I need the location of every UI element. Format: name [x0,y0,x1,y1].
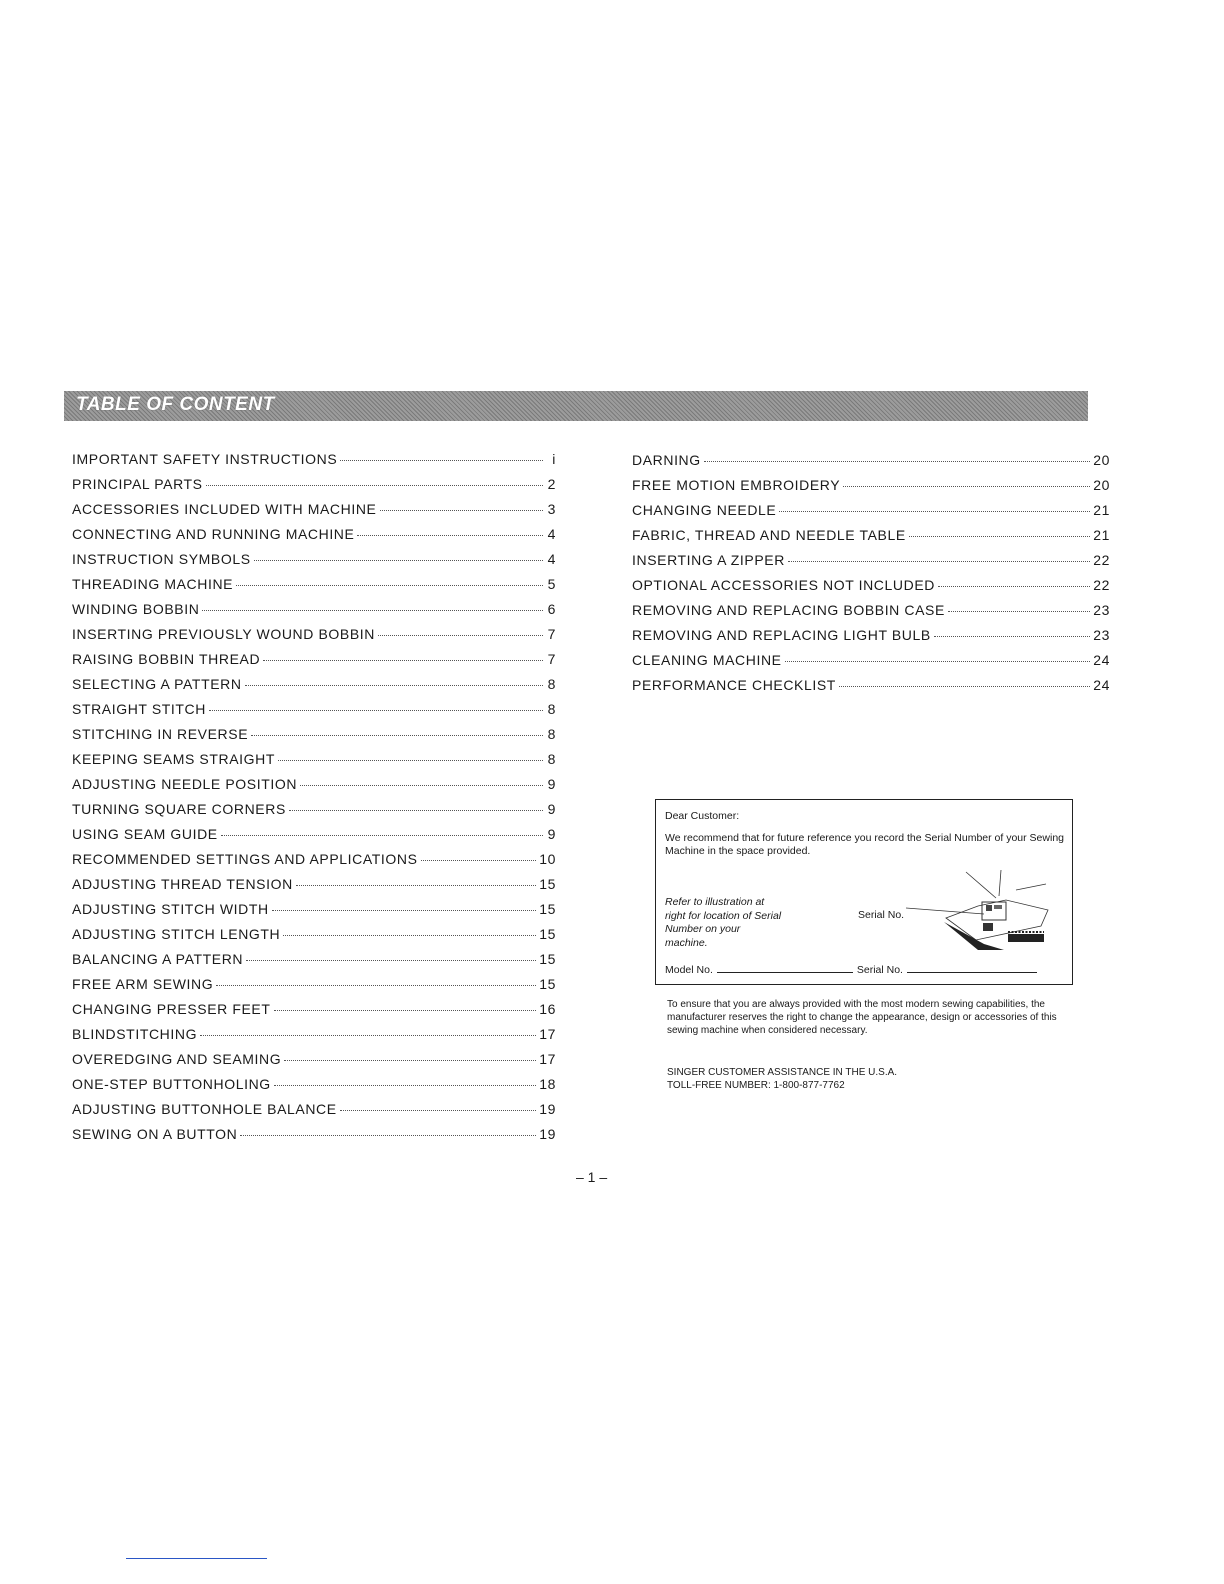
toc-entry-page: 15 [539,926,556,942]
toc-entry [632,677,1110,702]
toc-leader-dots [934,636,1090,637]
box-serial-label: Serial No. [858,909,905,921]
toc-leader-dots [209,710,543,711]
toc-entry-page: 7 [547,626,556,642]
toc-leader-dots [278,760,543,761]
toc-entry-title: DARNING [632,452,701,468]
toc-entry [632,452,1110,477]
toc-entry-page: 19 [539,1126,556,1142]
assistance-line-2: TOLL-FREE NUMBER: 1-800-877-7762 [667,1080,845,1091]
toc-leader-dots [340,460,543,461]
toc-left-column [72,451,556,1151]
toc-entry [72,1051,556,1076]
toc-entry-page: 15 [539,951,556,967]
toc-entry [72,451,556,476]
toc-entry [72,701,556,726]
toc-entry-page: 8 [547,701,556,717]
toc-entry [72,1001,556,1026]
toc-entry-title: SELECTING A PATTERN [72,676,242,692]
toc-entry-title: RECOMMENDED SETTINGS AND APPLICATIONS [72,851,418,867]
page-number: – 1 – [576,1169,608,1185]
toc-leader-dots [206,485,543,486]
toc-leader-dots [788,561,1090,562]
toc-leader-dots [246,960,536,961]
toc-entry-page: 4 [547,551,556,567]
toc-leader-dots [779,511,1090,512]
toc-entry-title: FREE ARM SEWING [72,976,214,992]
toc-entry [72,476,556,501]
toc-leader-dots [909,536,1090,537]
toc-entry [632,652,1110,677]
toc-entry-title: OPTIONAL ACCESSORIES NOT INCLUDED [632,577,935,593]
toc-entry-title: BALANCING A PATTERN [72,951,244,967]
page-title: TABLE OF CONTENT [76,394,275,415]
toc-entry [72,601,556,626]
toc-entry-title: STRAIGHT STITCH [72,701,206,717]
toc-entry-title: ADJUSTING BUTTONHOLE BALANCE [72,1101,337,1117]
toc-entry [72,901,556,926]
toc-leader-dots [284,1060,536,1061]
toc-entry-title: REMOVING AND REPLACING LIGHT BULB [632,627,931,643]
toc-entry-title: ACCESSORIES INCLUDED WITH MACHINE [72,501,377,517]
toc-entry-title: CHANGING PRESSER FEET [72,1001,271,1017]
toc-right-column [632,452,1110,702]
toc-entry [72,726,556,751]
toc-leader-dots [283,935,536,936]
toc-entry-title: STITCHING IN REVERSE [72,726,249,742]
toc-entry-page: 4 [547,526,556,542]
toc-entry-title: OVEREDGING AND SEAMING [72,1051,282,1067]
toc-entry-title: REMOVING AND REPLACING BOBBIN CASE [632,602,945,618]
toc-entry-page: 17 [539,1051,556,1067]
toc-leader-dots [274,1010,537,1011]
serial-number-illustration [906,870,1056,960]
toc-entry [72,776,556,801]
toc-entry-page: 22 [1093,552,1110,568]
toc-entry [632,527,1110,552]
toc-entry-page: 5 [547,576,556,592]
toc-leader-dots [948,611,1090,612]
toc-leader-dots [839,686,1090,687]
toc-leader-dots [202,610,543,611]
customer-assistance [667,1066,1067,1092]
toc-leader-dots [274,1085,536,1086]
toc-entry-title: ONE-STEP BUTTONHOLING [72,1076,271,1092]
toc-entry-title: THREADING MACHINE [72,576,234,592]
toc-entry-page: 24 [1093,677,1110,693]
toc-entry [72,501,556,526]
toc-entry-title: INSTRUCTION SYMBOLS [72,551,251,567]
toc-leader-dots [296,885,536,886]
model-serial-row [665,964,1065,976]
toc-entry [72,651,556,676]
toc-entry-page: 15 [539,901,556,917]
box-greeting: Dear Customer: [665,810,740,822]
toc-entry [72,526,556,551]
toc-entry [72,926,556,951]
customer-serial-box [655,799,1073,985]
toc-leader-dots [236,585,543,586]
toc-leader-dots [221,835,543,836]
bottom-rule [126,1558,267,1559]
toc-leader-dots [272,910,536,911]
toc-entry [72,626,556,651]
toc-entry-title: PERFORMANCE CHECKLIST [632,677,836,693]
toc-entry-title: SEWING ON A BUTTON [72,1126,238,1142]
assistance-line-1: SINGER CUSTOMER ASSISTANCE IN THE U.S.A. [667,1067,898,1078]
toc-entry-page: 7 [547,651,556,667]
toc-entry-title: INSERTING PREVIOUSLY WOUND BOBBIN [72,626,375,642]
toc-entry [72,976,556,1001]
serial-number-blank [907,972,1037,973]
toc-entry-title: CLEANING MACHINE [632,652,782,668]
toc-entry-page: 16 [539,1001,556,1017]
toc-entry-page: 6 [547,601,556,617]
toc-entry [72,1126,556,1151]
toc-entry [632,627,1110,652]
toc-entry-page: 24 [1093,652,1110,668]
toc-leader-dots [380,510,544,511]
toc-entry [72,1076,556,1101]
toc-leader-dots [378,635,543,636]
toc-leader-dots [200,1035,536,1036]
toc-entry [72,1026,556,1051]
toc-entry-page: 22 [1093,577,1110,593]
toc-entry-title: PRINCIPAL PARTS [72,476,203,492]
toc-leader-dots [704,461,1090,462]
toc-entry-title: CHANGING NEEDLE [632,502,777,518]
toc-entry [72,576,556,601]
toc-entry-title: TURNING SQUARE CORNERS [72,801,286,817]
toc-leader-dots [245,685,543,686]
toc-entry [72,1101,556,1126]
toc-entry-page: 8 [547,676,556,692]
toc-entry-page: 8 [547,726,556,742]
toc-leader-dots [938,586,1090,587]
toc-entry-page: 15 [539,976,556,992]
toc-entry [72,676,556,701]
toc-entry-title: WINDING BOBBIN [72,601,200,617]
box-instructions: We recommend that for future reference you record the Serial Number of your Sewing Machine in the space provided. [665,832,1064,857]
toc-entry-page: 23 [1093,602,1110,618]
toc-entry-page: 8 [547,751,556,767]
toc-entry-title: BLINDSTITCHING [72,1026,198,1042]
toc-entry-title: ADJUSTING STITCH LENGTH [72,926,281,942]
toc-entry [72,551,556,576]
toc-entry [632,577,1110,602]
toc-leader-dots [216,985,536,986]
toc-entry [632,552,1110,577]
toc-entry-title: FREE MOTION EMBROIDERY [632,477,841,493]
toc-leader-dots [843,486,1090,487]
toc-leader-dots [357,535,543,536]
toc-entry [72,851,556,876]
toc-leader-dots [340,1110,537,1111]
toc-entry-page: 21 [1093,502,1110,518]
toc-leader-dots [251,735,543,736]
toc-leader-dots [421,860,537,861]
toc-entry-page: 3 [547,501,556,517]
toc-leader-dots [254,560,543,561]
model-label: Model No. [665,964,713,976]
toc-entry-page: 19 [539,1101,556,1117]
model-number-blank [717,972,853,973]
toc-entry-page: 9 [547,801,556,817]
box-refer-note: Refer to illustration at right for location of Serial Number on your machine. [665,896,782,949]
toc-leader-dots [289,810,543,811]
toc-entry-title: ADJUSTING NEEDLE POSITION [72,776,298,792]
toc-entry [72,801,556,826]
toc-leader-dots [263,660,543,661]
toc-entry [72,951,556,976]
toc-leader-dots [300,785,543,786]
toc-entry-page: i [552,451,556,467]
toc-entry-page: 9 [547,826,556,842]
toc-entry-page: 20 [1093,452,1110,468]
toc-entry-title: IMPORTANT SAFETY INSTRUCTIONS [72,451,338,467]
toc-entry-page: 9 [547,776,556,792]
toc-entry-page: 23 [1093,627,1110,643]
toc-entry [632,477,1110,502]
toc-entry-title: FABRIC, THREAD AND NEEDLE TABLE [632,527,906,543]
toc-entry-title: KEEPING SEAMS STRAIGHT [72,751,276,767]
toc-entry [72,751,556,776]
toc-entry [632,502,1110,527]
toc-entry-title: ADJUSTING STITCH WIDTH [72,901,269,917]
toc-entry-title: USING SEAM GUIDE [72,826,218,842]
toc-entry-page: 21 [1093,527,1110,543]
toc-entry-page: 2 [547,476,556,492]
toc-leader-dots [785,661,1091,662]
toc-entry-title: INSERTING A ZIPPER [632,552,785,568]
toc-entry [72,876,556,901]
toc-entry-page: 18 [539,1076,556,1092]
toc-entry-title: CONNECTING AND RUNNING MACHINE [72,526,355,542]
toc-leader-dots [240,1135,536,1136]
header-banner [64,391,1088,421]
toc-entry-title: RAISING BOBBIN THREAD [72,651,261,667]
toc-entry-page: 20 [1093,477,1110,493]
toc-entry-page: 17 [539,1026,556,1042]
manufacturer-notice: To ensure that you are always provided with the most modern sewing capabilities, the manufacturer reserves the right to change the appearance, design or accessories of this sewing machine when considered necessary. [667,999,1057,1036]
serial-label-2: Serial No. [856,964,903,976]
toc-entry [632,602,1110,627]
toc-entry-page: 15 [539,876,556,892]
toc-entry [72,826,556,851]
toc-entry-page: 10 [539,851,556,867]
toc-entry-title: ADJUSTING THREAD TENSION [72,876,293,892]
